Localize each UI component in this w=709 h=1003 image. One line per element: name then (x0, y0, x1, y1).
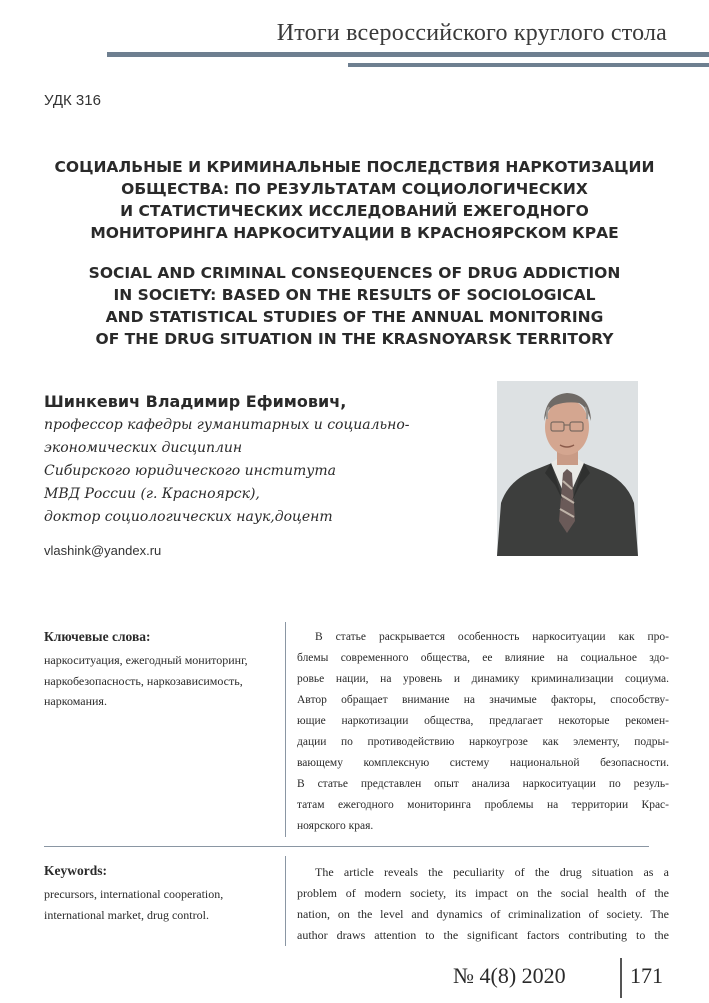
udk-code: УДК 316 (44, 92, 101, 109)
author-affiliation (44, 414, 410, 529)
abstract-ru-line: В статье раскрывается особенность наркоситуации как про- (315, 631, 669, 643)
keywords-en-line: international market, drug control. (44, 907, 209, 922)
abstract-ru-line: В статье представлен опыт анализа наркоситуации по резуль- (297, 778, 669, 790)
title-ru-line: СОЦИАЛЬНЫЕ И КРИМИНАЛЬНЫЕ ПОСЛЕДСТВИЯ НАРКОТИЗАЦИИ (54, 158, 655, 176)
keywords-en-label: Keywords: (44, 863, 107, 878)
abstract-ru-line: вающему комплексную систему национальной безопасности. (297, 757, 669, 769)
keywords-en-list (44, 884, 223, 925)
abstract-ru (297, 627, 669, 837)
article-title-ru (20, 156, 689, 244)
affiliation-line: Сибирского юридического института (44, 463, 336, 479)
keywords-ru-list (44, 650, 248, 712)
title-ru-line: МОНИТОРИНГА НАРКОСИТУАЦИИ В КРАСНОЯРСКОМ КРАЕ (90, 224, 619, 242)
title-en-line: SOCIAL AND CRIMINAL CONSEQUENCES OF DRUG ADDICTION (88, 264, 621, 282)
article-title-en (20, 262, 689, 350)
abstract-ru-line: татам ежегодного мониторинга проблемы на территории Крас- (297, 799, 669, 811)
author-portrait-image (497, 381, 638, 556)
column-divider (285, 622, 286, 837)
abstract-ru-line: дации по противодействию наркоугрозе как элементу, подры- (297, 736, 669, 748)
column-divider-en (285, 856, 286, 946)
author-email[interactable]: vlashink@yandex.ru (44, 543, 162, 558)
keywords-ru-line: наркоситуация, ежегодный мониторинг, (44, 653, 248, 667)
keywords-ru-line: наркобезопасность, наркозависимость, (44, 673, 243, 688)
author-name: Шинкевич Владимир Ефимович, (44, 392, 347, 411)
journal-running-title: Итоги всероссийского круглого стола (276, 20, 667, 46)
issue-number: № 4(8) 2020 (453, 963, 566, 988)
title-ru-line: И СТАТИСТИЧЕСКИХ ИССЛЕДОВАНИЙ ЕЖЕГОДНОГО (120, 202, 589, 220)
abstract-en (297, 862, 669, 946)
title-en-line: OF THE DRUG SITUATION IN THE KRASNOYARSK TERRITORY (95, 330, 614, 348)
affiliation-line: экономических дисциплин (44, 440, 243, 456)
title-en-line: AND STATISTICAL STUDIES OF THE ANNUAL MONITORING (105, 308, 604, 326)
abstract-en-line: author draws attention to the significant factors contributing to the (297, 928, 669, 942)
affiliation-line: МВД России (г. Красноярск), (44, 486, 260, 502)
abstract-ru-line: Автор обращает внимание на значимые факторы, способству- (297, 694, 669, 706)
affiliation-line: профессор кафедры гуманитарных и социально- (44, 417, 410, 433)
abstract-ru-line: блемы современного общества, ее влияние на социальное здо- (297, 652, 669, 664)
keywords-ru-line: наркомания. (44, 694, 107, 708)
abstract-ru-line: ноярского края. (297, 820, 374, 832)
abstract-en-line: The article reveals the peculiarity of the drug situation as a (315, 865, 669, 879)
abstract-en-line: nation, on the level and dynamics of criminalization of society. The (297, 907, 669, 921)
header-rule-bottom (348, 63, 709, 67)
abstract-ru-line: ющие наркотизации общества, предлагает некоторые рекомен- (297, 715, 669, 727)
header-rule-top (107, 52, 709, 57)
section-divider (44, 846, 649, 847)
abstract-ru-line: ровье нации, на уровень и динамику криминализации социума. (297, 673, 669, 685)
author-photo (497, 381, 638, 556)
page-number: 171 (630, 963, 663, 988)
title-en-line: IN SOCIETY: BASED ON THE RESULTS OF SOCIOLOGICAL (113, 286, 596, 304)
affiliation-line: доктор социологических наук,доцент (44, 509, 333, 525)
keywords-ru-label: Ключевые слова: (44, 629, 151, 644)
keywords-en-line: precursors, international cooperation, (44, 887, 224, 901)
abstract-en-line: problem of modern society, its impact on the social health of the (297, 886, 669, 900)
title-ru-line: ОБЩЕСТВА: ПО РЕЗУЛЬТАТАМ СОЦИОЛОГИЧЕСКИХ (121, 180, 588, 198)
footer-divider (620, 958, 622, 998)
